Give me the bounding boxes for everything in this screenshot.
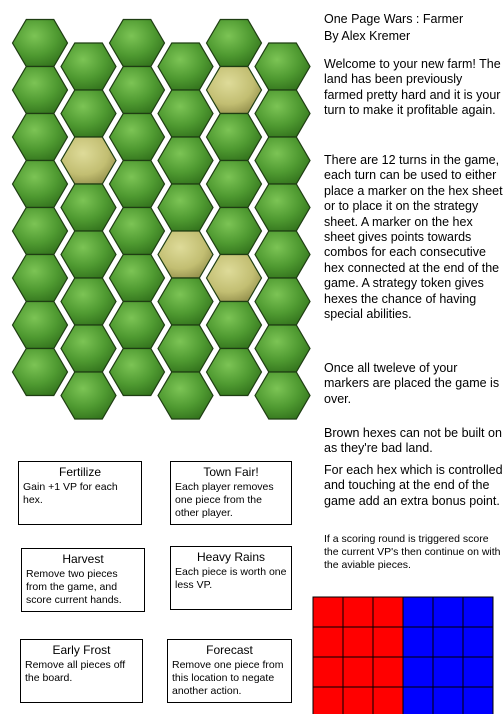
green-hex[interactable] — [61, 231, 116, 278]
blue-player-token[interactable] — [463, 687, 493, 714]
green-hex[interactable] — [61, 372, 116, 419]
green-hex[interactable] — [13, 161, 68, 208]
green-hex[interactable] — [61, 43, 116, 90]
blue-player-token[interactable] — [433, 627, 463, 657]
card-body: Gain +1 VP for each hex. — [23, 481, 118, 506]
green-hex[interactable] — [255, 90, 310, 137]
green-hex[interactable] — [110, 114, 165, 161]
green-hex[interactable] — [13, 114, 68, 161]
blue-player-token[interactable] — [403, 627, 433, 657]
strategy-card-heavy-rains[interactable] — [170, 546, 292, 610]
rules-end: Once all tweleve of your markers are placed the game is over. — [324, 361, 500, 406]
blue-player-token[interactable] — [463, 597, 493, 627]
red-player-token[interactable] — [373, 687, 403, 714]
green-hex[interactable] — [207, 302, 262, 349]
green-hex[interactable] — [61, 325, 116, 372]
green-hex[interactable] — [158, 137, 213, 184]
green-hex[interactable] — [255, 184, 310, 231]
blue-player-token[interactable] — [463, 627, 493, 657]
card-title: Harvest — [62, 552, 104, 566]
green-hex[interactable] — [158, 43, 213, 90]
green-hex[interactable] — [255, 137, 310, 184]
brown-hex — [158, 231, 213, 278]
green-hex[interactable] — [13, 349, 68, 396]
card-body: Each piece is worth one less VP. — [175, 566, 287, 591]
red-player-token[interactable] — [343, 597, 373, 627]
card-title: Early Frost — [52, 643, 111, 657]
green-hex[interactable] — [110, 67, 165, 114]
red-player-token[interactable] — [343, 627, 373, 657]
card-title: Fertilize — [58, 465, 101, 479]
green-hex[interactable] — [158, 184, 213, 231]
green-hex[interactable] — [207, 114, 262, 161]
card-title: Town Fair! — [203, 465, 259, 479]
card-body: Remove one piece from this location to negate another action. — [172, 659, 284, 697]
card-title: Forecast — [206, 643, 253, 657]
green-hex[interactable] — [61, 278, 116, 325]
hex-board — [0, 0, 320, 440]
green-hex[interactable] — [207, 20, 262, 67]
card-body: Each player removes one piece from the other player. — [175, 481, 274, 519]
green-hex[interactable] — [13, 67, 68, 114]
green-hex[interactable] — [158, 90, 213, 137]
author-credit: By Alex Kremer — [324, 29, 411, 43]
brown-hex — [61, 137, 116, 184]
red-player-token[interactable] — [313, 657, 343, 687]
green-hex[interactable] — [207, 349, 262, 396]
game-title: One Page Wars : Farmer — [324, 12, 464, 26]
card-title: Heavy Rains — [196, 550, 266, 564]
blue-player-token[interactable] — [403, 657, 433, 687]
green-hex[interactable] — [255, 231, 310, 278]
rules-bonus: For each hex which is controlled and touching at the end of the game add an extra bonus point. — [324, 463, 503, 508]
green-hex[interactable] — [158, 372, 213, 419]
green-hex[interactable] — [255, 325, 310, 372]
green-hex[interactable] — [110, 302, 165, 349]
green-hex[interactable] — [255, 372, 310, 419]
blue-player-token[interactable] — [433, 597, 463, 627]
brown-hex — [207, 255, 262, 302]
card-body: Remove two pieces from the game, and score current hands. — [26, 568, 122, 606]
green-hex[interactable] — [13, 208, 68, 255]
red-player-token[interactable] — [313, 687, 343, 714]
green-hex[interactable] — [13, 255, 68, 302]
blue-player-token[interactable] — [433, 687, 463, 714]
strategy-card-harvest[interactable] — [21, 548, 145, 612]
green-hex[interactable] — [207, 161, 262, 208]
rules-turns: There are 12 turns in the game, each turn can be used to either place a marker on the hex sheet or to place it on the strategy sheet. A marker on the hex sheet gives points towards combos for each consecutive hex connected at the end of the game. A strategy token gives hexes the chance of having special abilities. — [324, 153, 503, 322]
green-hex[interactable] — [255, 43, 310, 90]
red-player-token[interactable] — [313, 597, 343, 627]
green-hex[interactable] — [158, 325, 213, 372]
blue-player-token[interactable] — [463, 657, 493, 687]
rules-brown-hexes: Brown hexes can not be built on as they're bad land. — [324, 426, 502, 456]
green-hex[interactable] — [110, 20, 165, 67]
green-hex[interactable] — [255, 278, 310, 325]
strategy-card-fertilize[interactable] — [18, 461, 142, 525]
green-hex[interactable] — [110, 208, 165, 255]
green-hex[interactable] — [13, 302, 68, 349]
strategy-card-town-fair[interactable] — [170, 461, 292, 525]
green-hex[interactable] — [158, 278, 213, 325]
red-player-token[interactable] — [343, 687, 373, 714]
strategy-card-early-frost[interactable] — [20, 639, 143, 703]
green-hex[interactable] — [110, 161, 165, 208]
rules-intro: Welcome to your new farm! The land has been previously farmed pretty hard and it is your turn to make it profitable again. — [324, 57, 501, 118]
red-player-token[interactable] — [373, 627, 403, 657]
red-player-token[interactable] — [313, 627, 343, 657]
green-hex[interactable] — [110, 255, 165, 302]
rules-scoring: If a scoring round is triggered score the current VP's then continue on with the aviable pieces. — [324, 533, 501, 571]
player-token-grid — [312, 596, 496, 714]
blue-player-token[interactable] — [403, 597, 433, 627]
brown-hex — [207, 67, 262, 114]
red-player-token[interactable] — [373, 657, 403, 687]
green-hex[interactable] — [61, 90, 116, 137]
blue-player-token[interactable] — [433, 657, 463, 687]
card-body: Remove all pieces off the board. — [25, 659, 126, 684]
red-player-token[interactable] — [373, 597, 403, 627]
green-hex[interactable] — [61, 184, 116, 231]
green-hex[interactable] — [110, 349, 165, 396]
red-player-token[interactable] — [343, 657, 373, 687]
strategy-card-forecast[interactable] — [167, 639, 292, 703]
blue-player-token[interactable] — [403, 687, 433, 714]
green-hex[interactable] — [207, 208, 262, 255]
green-hex[interactable] — [13, 20, 68, 67]
